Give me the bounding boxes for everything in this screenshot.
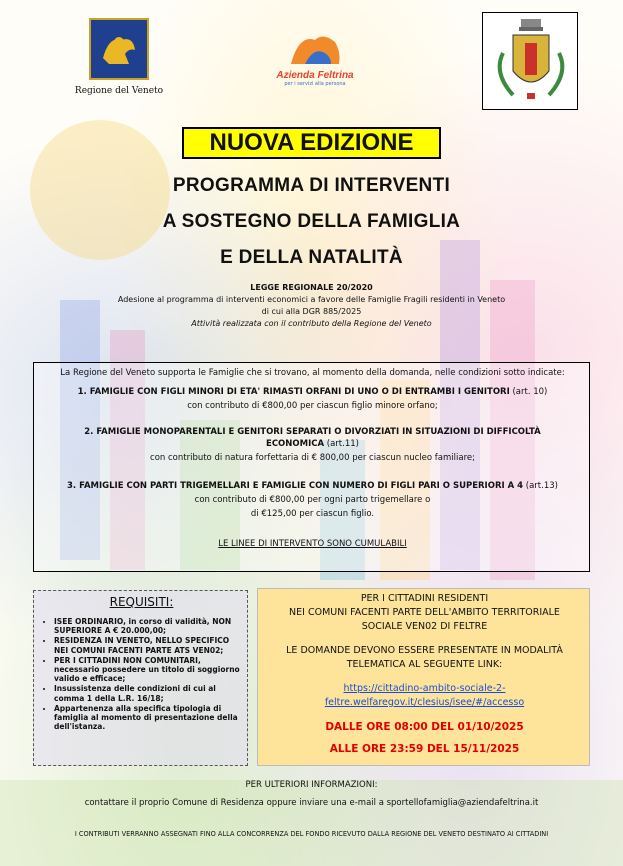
azienda-feltrina-emblem-icon [287, 30, 343, 66]
end-date: ALLE ORE 23:59 DEL 15/11/2025 [329, 743, 520, 755]
intervento-2-title [34, 427, 591, 438]
intervento-2-name: 2. FAMIGLIE MONOPARENTALI E GENITORI SEPARATI O DIVORZIATI IN SITUAZIONI DI DIFFICOLTÀ [84, 427, 541, 437]
intervento-3-detail-1: con contributo di €800,00 per ogni parto trigemellare o [194, 495, 431, 505]
intervento-1-name: 1. FAMIGLIE CON FIGLI MINORI DI ETA' RIMASTI ORFANI DI UNO O DI ENTRAMBI I GENITORI [77, 387, 510, 397]
info-title: PER ULTERIORI INFORMAZIONI: [245, 780, 378, 790]
legge-line-4: Attività realizzata con il contributo della Regione del Veneto [191, 319, 432, 328]
interventi-box [33, 362, 590, 572]
heading-line-1: PROGRAMMA DI INTERVENTI [172, 175, 451, 196]
cumulabili-note: LE LINEE DI INTERVENTO SONO CUMULABILI [218, 539, 407, 549]
lion-of-saint-mark-icon [89, 18, 149, 80]
requisito-item: • RESIDENZA IN VENETO, NELLO SPECIFICO NEI COMUNI FACENTI PARTE ATS VEN02; [54, 636, 244, 654]
coat-of-arms-icon [483, 13, 577, 109]
intervento-2-title-b [34, 439, 591, 450]
footer-note: I CONTRIBUTI VERRANNO ASSEGNATI FINO ALLA CONCORRENZA DEL FONDO RICEVUTO DALLA REGIONE DEL VENETO DESTINATO AI CITTADINI [74, 830, 549, 838]
intervento-3-detail-2: di €125,00 per ciascun figlio. [250, 509, 375, 519]
intervento-2-detail: con contributo di natura forfettaria di € 800,00 per ciascun nucleo familiare; [150, 453, 475, 463]
intervento-3-name: 3. FAMIGLIE CON PARTI TRIGEMELLARI E FAMIGLIE CON NUMERO DI FIGLI PARI O SUPERIORI A 4 [67, 481, 524, 491]
requisito-item: • PER I CITTADINI NON COMUNITARI, necessario possedere un titolo di soggiorno valido e efficace; [54, 656, 244, 684]
cittadini-line-4: LE DOMANDE DEVONO ESSERE PRESENTATE IN MODALITÀ [286, 645, 563, 656]
legge-line-1: LEGGE REGIONALE 20/2020 [250, 283, 373, 292]
application-link-cont[interactable]: feltre.welfaregov.it/clesius/isee/#/accesso [324, 697, 525, 708]
intervento-1-detail: con contributo di €800,00 per ciascun figlio minore orfano; [187, 401, 438, 411]
requisito-item: • Insussistenza delle condizioni di cui al comma 1 della L.R. 16/18; [54, 684, 244, 702]
requisiti-box [33, 590, 248, 766]
legge-line-2: Adesione al programma di interventi economici a favore delle Famiglie Fragili residenti in Veneto [117, 295, 506, 304]
intervento-3-ref: (art.13) [523, 481, 558, 491]
intervento-2-ref: (art.11) [324, 439, 359, 449]
intervento-1-ref: (art. 10) [509, 387, 548, 397]
cittadini-line-3: SOCIALE VEN02 DI FELTRE [361, 621, 488, 632]
regione-veneto-label: Regione del Veneto [74, 86, 164, 96]
cittadini-line-2: NEI COMUNI FACENTI PARTE DELL'AMBITO TERRITORIALE [289, 607, 560, 618]
azienda-feltrina-logo [270, 30, 360, 100]
heading-line-2: A SOSTEGNO DELLA FAMIGLIA [162, 211, 461, 232]
intervento-1-title [34, 387, 591, 398]
azienda-feltrina-name: Azienda Feltrina [276, 70, 354, 81]
application-link-2 [258, 697, 591, 709]
requisiti-title: REQUISITI: [109, 595, 174, 609]
interventi-intro: La Regione del Veneto supporta le Famiglie che si trovano, al momento della domanda, nelle condizioni sotto indicate: [60, 368, 565, 378]
intervento-2-name-b: ECONOMICA [266, 439, 325, 449]
heading-line-3: E DELLA NATALITÀ [220, 247, 403, 268]
azienda-feltrina-tagline: per i servizi alla persona [284, 81, 346, 87]
cittadini-line-1: PER I CITTADINI RESIDENTI [360, 593, 489, 604]
edition-title: NUOVA EDIZIONE [182, 127, 441, 159]
start-date: DALLE ORE 08:00 DEL 01/10/2025 [325, 721, 524, 733]
info-text: contattare il proprio Comune di Residenza oppure inviare una e-mail a sportellofamiglia@aziendafeltrina.it [84, 798, 539, 808]
cittadini-line-5: TELEMATICA AL SEGUENTE LINK: [346, 659, 503, 670]
requisiti-list [40, 617, 244, 732]
application-link[interactable]: https://cittadino-ambito-sociale-2- [343, 683, 506, 694]
intervento-3-title [34, 481, 591, 492]
application-link-1 [258, 683, 591, 695]
cittadini-box [257, 588, 590, 766]
regione-veneto-logo [74, 18, 164, 100]
legge-line-3: di cui alla DGR 885/2025 [261, 307, 362, 316]
comune-coat-of-arms [482, 12, 578, 110]
requisito-item: • ISEE ORDINARIO, in corso di validità, NON SUPERIORE A € 20.000,00; [54, 617, 244, 635]
requisito-item: • Appartenenza alla specifica tipologia di famiglia al momento di presentazione della dell'istanza. [54, 704, 244, 732]
